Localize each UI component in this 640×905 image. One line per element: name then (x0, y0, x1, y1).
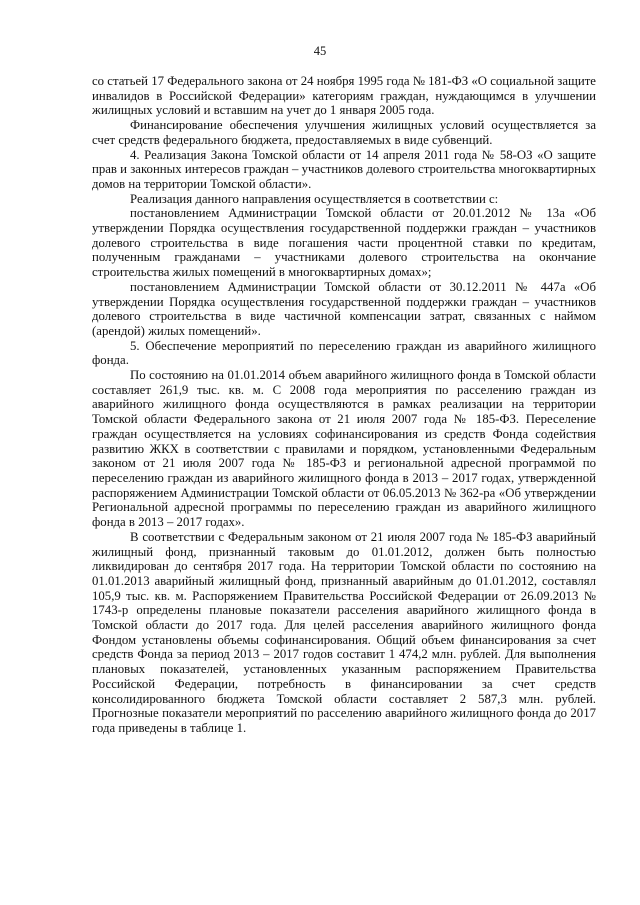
paragraph-emergency-fund-status: По состоянию на 01.01.2014 объем аварийного жилищного фонда в Томской области составляет 261,9 тыс. кв. м. С 2008 года мероприятия по расселению граждан из аварийного жилищного фонда осуществляются в рамках реализации на территории Томской области Федерального закона от 21 июля 2007 года № 185-ФЗ. Переселение граждан осуществляется на условиях софинансирования из средств Фонда содействия развитию ЖКХ в соответствии с правилами и порядком, установленными Федеральным законом от 21 июля 2007 года № 185-ФЗ и региональной адресной программой по переселению граждан из аварийного жилищного фонда в 2013 – 2017 годах, утвержденной распоряжением Администрации Томской области от 06.05.2013 № 362-ра «Об утверждении Региональной адресной программы по переселению граждан из аварийного жилищного фонда в 2013 – 2017 годах». (92, 368, 596, 530)
page-number: 45 (313, 44, 327, 58)
paragraph-continuation: со статьей 17 Федерального закона от 24 ноября 1995 года № 181-ФЗ «О социальной защите инвалидов в Российской Федерации» категориям граждан, нуждающимся в улучшении жилищных условий и вставшим на учет до 1 января 2005 года. (92, 74, 596, 118)
paragraph-item-4: 4. Реализация Закона Томской области от 14 апреля 2011 года № 58-ОЗ «О защите прав и законных интересов граждан – участников долевого строительства многоквартирных домов на территории Томской области». (92, 147, 596, 191)
paragraph-implementation: Реализация данного направления осуществляется в соответствии с: (130, 191, 499, 206)
paragraph-resolution-447a: постановлением Администрации Томской области от 30.12.2011 № 447а «Об утверждении Порядка осуществления государственной поддержки граждан – участников долевого строительства в виде частичной компенсации затрат, связанных с наймом (арендой) жилых помещений». (92, 279, 596, 338)
paragraph-item-5: 5. Обеспечение мероприятий по переселению граждан из аварийного жилищного фонда. (92, 338, 596, 368)
paragraph-funding: Финансирование обеспечения улучшения жилищных условий осуществляется за счет средств федерального бюджета, предоставляемых в виде субвенций. (92, 118, 596, 147)
document-body (92, 74, 596, 736)
paragraph-federal-law-185: В соответствии с Федеральным законом от 21 июля 2007 года № 185-ФЗ аварийный жилищный фонд, признанный таковым до 01.01.2012, должен быть полностью ликвидирован до сентября 2017 года. На территории Томской области по состоянию на 01.01.2013 аварийный жилищный фонд, признанный аварийным до 01.01.2012, составлял 105,9 тыс. кв. м. Распоряжением Правительства Российской Федерации от 26.09.2013 № 1743-р определены плановые показатели расселения аварийного жилищного фонда в Томской области до 2017 года. Для целей расселения аварийного жилищного фонда Фондом установлены объемы софинансирования. Общий объем финансирования за счет средств Фонда за период 2013 – 2017 годов составит 1 474,2 млн. рублей. Для выполнения плановых показателей, установленных указанным распоряжением Правительства Российской Федерации, потребность в финансировании за счет средств консолидированного бюджета Томской области составляет 2 587,3 млн. рублей. Прогнозные показатели мероприятий по расселению аварийного жилищного фонда до 2017 года приведены в таблице 1. (92, 529, 596, 735)
paragraph-resolution-13a: постановлением Администрации Томской области от 20.01.2012 № 13а «Об утверждении Порядка осуществления государственной поддержки граждан – участников долевого строительства в виде погашения части процентной ставки по кредитам, полученным гражданами – участниками долевого строительства на окончание строительства жилых помещений в многоквартирных домах»; (92, 206, 596, 280)
